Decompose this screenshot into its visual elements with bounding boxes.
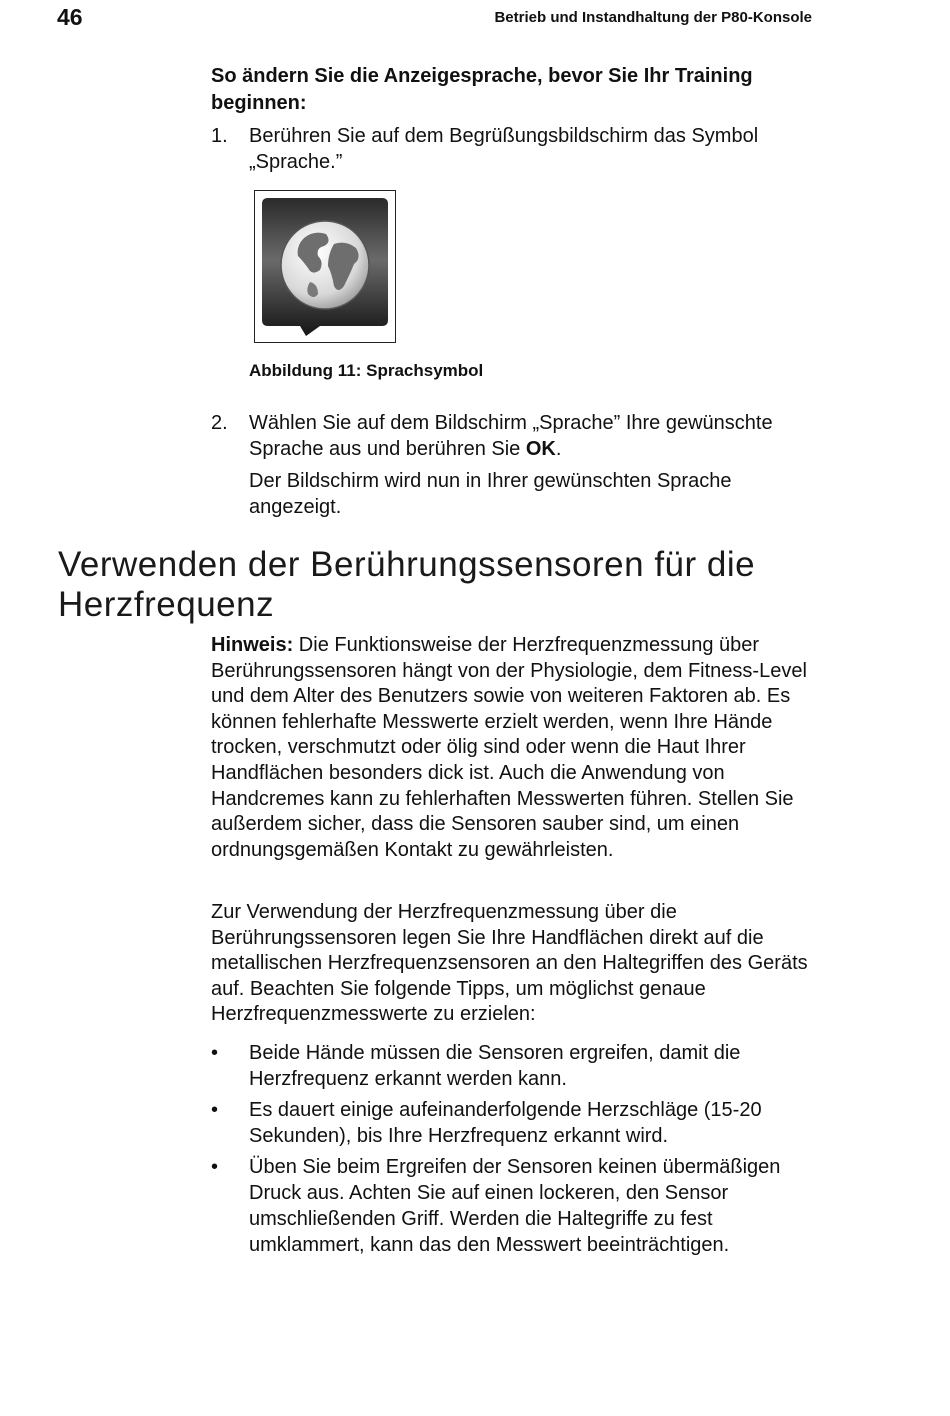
note-label: Hinweis: [211, 634, 294, 656]
ok-label: OK [525, 438, 556, 460]
procedure-heading: So ändern Sie die Anzeigesprache, bevor Sie Ihr Training beginnen: [211, 65, 753, 114]
running-header: Betrieb und Instandhaltung der P80-Konsole [494, 9, 812, 26]
bullet-icon: • [211, 1156, 219, 1178]
note-paragraph [211, 633, 821, 863]
instructions-paragraph: Zur Verwendung der Herzfrequenzmessung über die Berührungssensoren legen Sie Ihre Handflächen direkt auf die metallischen Herzfrequenzsensoren an den Haltegriffen des Geräts auf. Beachten Sie folgende Tipps, um möglichst genaue Herzfrequenzmesswerte zu erzielen: [211, 901, 808, 1026]
list-item-text: Beide Hände müssen die Sensoren ergreifen, damit die Herzfrequenz erkannt werden kann. [249, 1042, 741, 1090]
step-2-note: Der Bildschirm wird nun in Ihrer gewünschten Sprache angezeigt. [249, 470, 732, 518]
page-number: 46 [57, 4, 83, 30]
section-heading: Verwenden der Berührungssensoren für die Herzfrequenz [58, 545, 756, 624]
list-item-text: Es dauert einige aufeinanderfolgende Herzschläge (15-20 Sekunden), bis Ihre Herzfrequenz erkannt wird. [249, 1099, 762, 1147]
step-number: 1. [211, 125, 228, 147]
bullet-icon: • [211, 1042, 219, 1064]
bullet-icon: • [211, 1099, 219, 1121]
globe-icon [254, 190, 396, 343]
language-icon-figure [254, 190, 396, 343]
figure-caption: Abbildung 11: Sprachsymbol [249, 361, 484, 380]
step-number: 2. [211, 412, 228, 434]
step-text [249, 410, 809, 462]
step-text: Berühren Sie auf dem Begrüßungsbildschirm das Symbol „Sprache.” [249, 125, 759, 173]
list-item-text: Üben Sie beim Ergreifen der Sensoren keinen übermäßigen Druck aus. Achten Sie auf einen lockeren, den Sensor umschließenden Griff. Werden die Haltegriffe zu fest umklammert, kann das den Messwert beeinträchtigen. [249, 1156, 781, 1256]
step-text-after: . [555, 438, 562, 460]
note-text: Die Funktionsweise der Herzfrequenzmessung über Berührungssensoren hängt von der Physiologie, dem Fitness-Level und dem Alter des Benutzers sowie von weiteren Faktoren ab. Es können fehlerhafte Messwerte erzielt werden, wenn Ihre Hände trocken, verschmutzt oder ölig sind oder wenn die Haut Ihrer Handflächen besonders dick ist. Auch die Anwendung von Handcremes kann zu fehlerhaften Messwerten führen. Stellen Sie außerdem sicher, dass die Sensoren sauber sind, um einen ordnungsgemäßen Kontakt zu gewährleisten. [211, 634, 807, 861]
step-text-before: Wählen Sie auf dem Bildschirm „Sprache” Ihre gewünschte Sprache aus und berühren Sie [249, 412, 773, 460]
